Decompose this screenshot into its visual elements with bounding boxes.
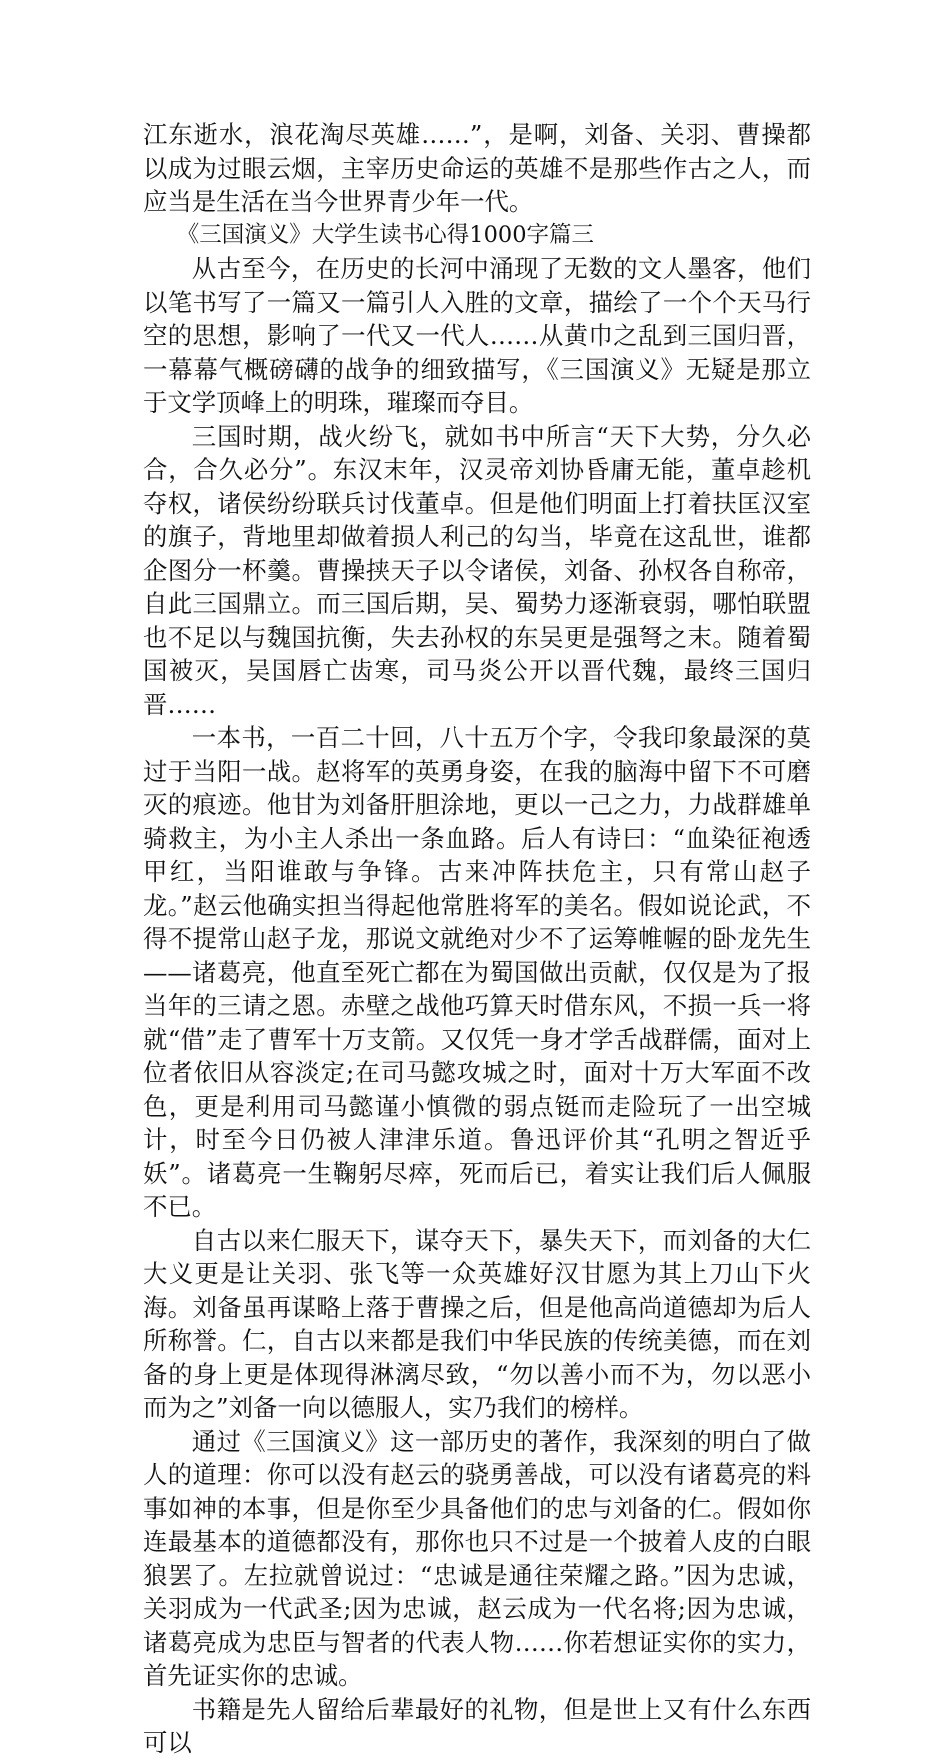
paragraph-three-kingdoms-period: 三国时期，战火纷飞，就如书中所言“天下大势，分久必合，合久必分”。东汉末年，汉灵帝刘协昏庸无能，董卓趁机夺权，诸侯纷纷联兵讨伐董卓。但是他们明面上打着扶匡汉室的旗子，背地里却做着损人利己的勾当，毕竟在这乱世，谁都企图分一杯羹。曹操挟天子以令诸侯，刘备、孙权各自称帝，自此三国鼎立。而三国后期，吴、蜀势力逐渐衰弱，哪怕联盟也不足以与魏国抗衡，失去孙权的东吴更是强弩之末。随着蜀国被灭，吴国唇亡齿寒，司马炎公开以晋代魏，最终三国归晋…… (143, 421, 811, 719)
paragraph-dangyang-battle: 一本书，一百二十回，八十五万个字，令我印象最深的莫过于当阳一战。赵将军的英勇身姿，在我的脑海中留下不可磨灭的痕迹。他甘为刘备肝胆涂地，更以一己之力，力战群雄单骑救主，为小主人杀出一条血路。后人有诗曰：“血染征袍透甲红，当阳谁敢与争锋。古来冲阵扶危主，只有常山赵子龙。”赵云他确实担当得起他常胜将军的美名。假如说论武，不得不提常山赵子龙，那说文就绝对少不了运筹帷幄的卧龙先生——诸葛亮，他直至死亡都在为蜀国做出贡献，仅仅是为了报当年的三请之恩。赤壁之战他巧算天时借东风，不损一兵一将就“借”走了曹军十万支箭。又仅凭一身才学舌战群儒，面对上位者依旧从容淡定;在司马懿攻城之时，面对十万大军面不改色，更是利用司马懿谨小慎微的弱点铤而走险玩了一出空城计，时至今日仍被人津津乐道。鲁迅评价其“孔明之智近乎妖”。诸葛亮一生鞠躬尽瘁，死而后已，着实让我们后人佩服不已。 (143, 723, 811, 1221)
paragraph-lesson: 通过《三国演义》这一部历史的著作，我深刻的明白了做人的道理：你可以没有赵云的骁勇善战，可以没有诸葛亮的料事如神的本事，但是你至少具备他们的忠与刘备的仁。假如你连最基本的道德都没有，那你也只不过是一个披着人皮的白眼狼罢了。左拉就曾说过：“忠诚是通往荣耀之路。”因为忠诚，关羽成为一代武圣;因为忠诚，赵云成为一代名将;因为忠诚，诸葛亮成为忠臣与智者的代表人物……你若想证实你的实力，首先证实你的忠诚。 (143, 1426, 811, 1690)
paragraph-liu-bei-virtue: 自古以来仁服天下，谋夺天下，暴失天下，而刘备的大仁大义更是让关羽、张飞等一众英雄好汉甘愿为其上刀山下火海。刘备虽再谋略上落于曹操之后，但是他高尚道德却为后人所称誉。仁，自古以来都是我们中华民族的传统美德，而在刘备的身上更是体现得淋漓尽致，“勿以善小而不为，勿以恶小而为之”刘备一向以德服人，实乃我们的榜样。 (143, 1225, 811, 1422)
document-body (143, 118, 811, 1760)
section-heading: 《三国演义》大学生读书心得1000字篇三 (176, 221, 595, 248)
paragraph-books-gift: 书籍是先人留给后辈最好的礼物，但是世上又有什么东西可以 (143, 1694, 811, 1757)
paragraph-continuation: 江东逝水，浪花淘尽英雄……”，是啊，刘备、关羽、曹操都以成为过眼云烟，主宰历史命运的英雄不是那些作古之人，而应当是生活在当今世界青少年一代。 (143, 120, 811, 216)
paragraph-intro: 从古至今，在历史的长河中涌现了无数的文人墨客，他们以笔书写了一篇又一篇引人入胜的文章，描绘了一个个天马行空的思想，影响了一代又一代人……从黄巾之乱到三国归晋，一幕幕气概磅礴的战争的细致描写，《三国演义》无疑是那立于文学顶峰上的明珠，璀璨而夺目。 (143, 254, 811, 417)
